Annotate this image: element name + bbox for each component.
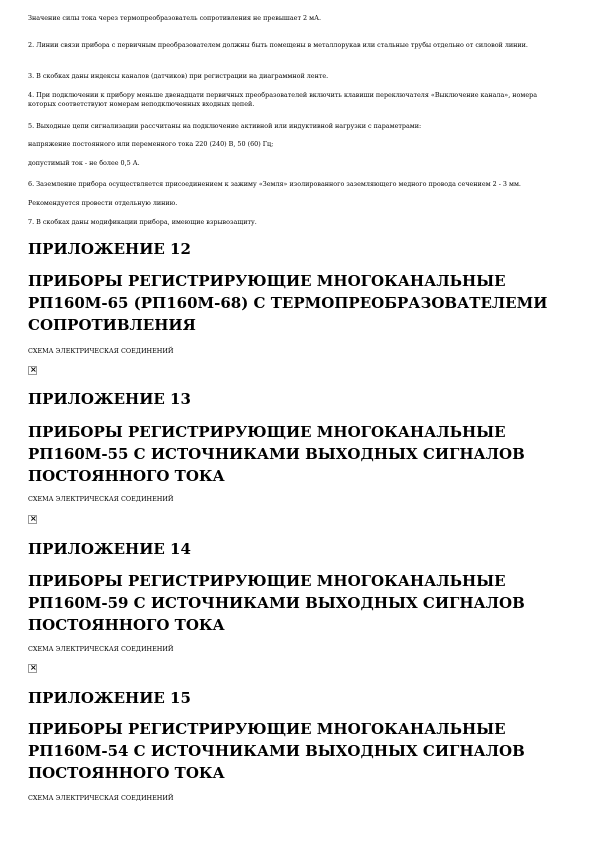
appendix-13-title: ПРИБОРЫ РЕГИСТРИРУЮЩИЕ МНОГОКАНАЛЬНЫЕ РП160М-55 С ИСТОЧНИКАМИ ВЫХОДНЫХ СИГНАЛОВ ПОСТОЯННОГО ТОКА (28, 423, 525, 485)
note-5: 5. Выходные цепи сигнализации рассчитаны на подключение активной или индуктивной нагрузки с параметрами: (28, 122, 422, 130)
appendix-15-title: ПРИБОРЫ РЕГИСТРИРУЮЩИЕ МНОГОКАНАЛЬНЫЕ РП160М-54 С ИСТОЧНИКАМИ ВЫХОДНЫХ СИГНАЛОВ ПОСТОЯННОГО ТОКА (28, 720, 525, 782)
appendix-12-heading: ПРИЛОЖЕНИЕ 12 (28, 240, 191, 258)
note-7: 7. В скобках даны модификации прибора, имеющие взрывозащиту. (28, 218, 257, 226)
note-6: 6. Заземление прибора осуществляется присоединением к зажиму «Земля» изолированного заземляющего медного провода сечением 2 - 3 мм. (28, 180, 521, 188)
note-5-voltage: напряжение постоянного или переменного тока 220 (240) В, 50 (60) Гц; (28, 140, 274, 148)
note-current-limit: Значение силы тока через термопреобразователь сопротивления не превышает 2 мА. (28, 14, 321, 22)
appendix-13-heading: ПРИЛОЖЕНИЕ 13 (28, 390, 191, 408)
appendix-15-caption: СХЕМА ЭЛЕКТРИЧЕСКАЯ СОЕДИНЕНИЙ (28, 794, 174, 802)
broken-image-icon: × (30, 663, 37, 672)
appendix-13-caption: СХЕМА ЭЛЕКТРИЧЕСКАЯ СОЕДИНЕНИЙ (28, 495, 174, 503)
note-5-current: допустимый ток - не более 0,5 А. (28, 159, 140, 167)
broken-image-icon: × (30, 365, 37, 374)
note-4: 4. При подключении к прибору меньше двенадцати первичных преобразователей включить клавиши переключателя «Выключение канала», номера которых соответствуют номерам неподключенных входных цепей. (28, 91, 538, 108)
broken-image-icon: × (30, 514, 37, 523)
appendix-12-caption: СХЕМА ЭЛЕКТРИЧЕСКАЯ СОЕДИНЕНИЙ (28, 347, 174, 355)
appendix-14-heading: ПРИЛОЖЕНИЕ 14 (28, 540, 191, 558)
appendix-15-heading: ПРИЛОЖЕНИЕ 15 (28, 689, 191, 707)
appendix-14-title: ПРИБОРЫ РЕГИСТРИРУЮЩИЕ МНОГОКАНАЛЬНЫЕ РП160М-59 С ИСТОЧНИКАМИ ВЫХОДНЫХ СИГНАЛОВ ПОСТОЯННОГО ТОКА (28, 572, 525, 634)
note-6-recommendation: Рекомендуется провести отдельную линию. (28, 199, 178, 207)
appendix-12-title: ПРИБОРЫ РЕГИСТРИРУЮЩИЕ МНОГОКАНАЛЬНЫЕ РП160М-65 (РП160М-68) С ТЕРМОПРЕОБРАЗОВАТЕЛЕМИ СОПРОТИВЛЕНИЯ (28, 272, 548, 334)
note-2: 2. Линии связи прибора с первичным преобразователем должны быть помещены в металлорукав или стальные трубы отдельно от силовой линии. (28, 41, 528, 49)
note-3: 3. В скобках даны индексы каналов (датчиков) при регистрации на диаграммной ленте. (28, 72, 329, 80)
appendix-14-caption: СХЕМА ЭЛЕКТРИЧЕСКАЯ СОЕДИНЕНИЙ (28, 645, 174, 653)
